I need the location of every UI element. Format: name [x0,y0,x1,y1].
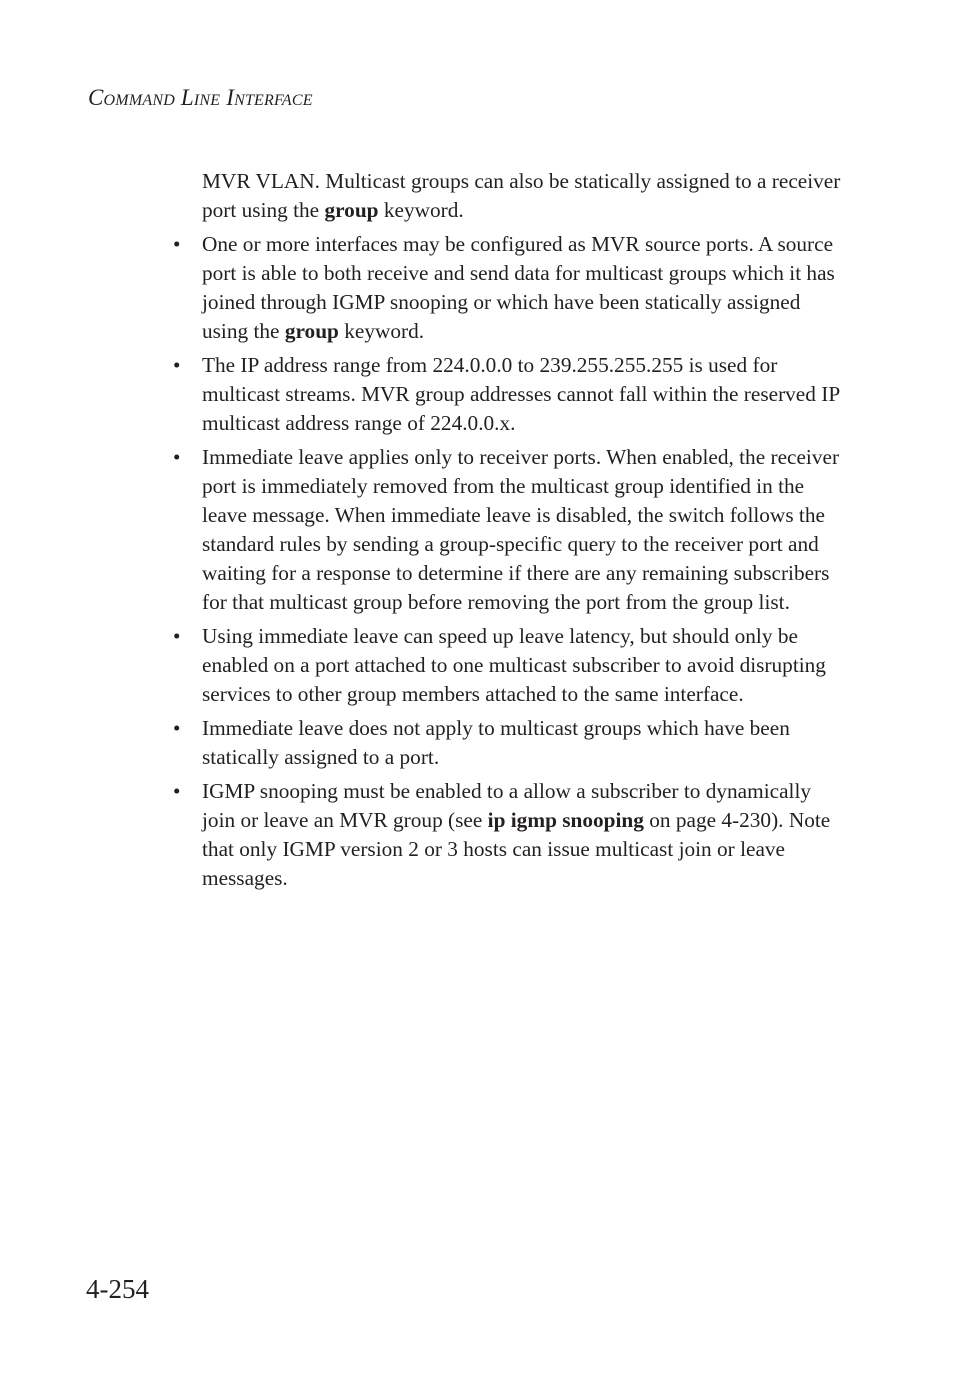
list-item [173,714,847,772]
bullet-icon: • [173,716,181,740]
main-content [173,167,847,898]
list-item [173,777,847,893]
item-text: Immediate leave applies only to receiver ports. When enabled, the receiver port is immediately removed from the multicast group identified in the leave message. When immediate leave is disabled, the switch follows the standard rules by sending a group-specific query to the receiver port and waiting for a response to determine if there are any remaining subscribers for that multicast group before removing the port from the group list. [202,445,840,614]
item-text: The IP address range from 224.0.0.0 to 239.255.255.255 is used for multicast streams. MVR group addresses cannot fall within the reserved IP multicast address range of 224.0.0.x. [202,353,840,435]
list-item [173,351,847,438]
list-item [173,443,847,617]
keyword-group: group [284,319,339,343]
continued-paragraph [202,167,847,225]
bullet-icon: • [173,445,181,469]
bullet-icon: • [173,779,181,803]
bullet-icon: • [173,232,181,256]
keyword-group: group [324,198,379,222]
paragraph-text: MVR VLAN. Multicast groups can also be statically assigned to a receiver port using the [202,169,841,222]
paragraph-text: keyword. [378,198,464,222]
running-header: Command Line Interface [88,85,313,110]
item-text: One or more interfaces may be configured as MVR source ports. A source port is able to both receive and send data for multicast groups which it has joined through IGMP snooping or which have been statically assigned using the [202,232,835,343]
command-reference: ip igmp snooping [487,808,644,832]
item-text: Immediate leave does not apply to multicast groups which have been statically assigned to a port. [202,716,790,769]
list-item [173,622,847,709]
bullet-icon: • [173,624,181,648]
item-text: IGMP snooping must be enabled to a allow a subscriber to dynamically join or leave an MVR group (see [202,779,812,832]
page-number: 4-254 [86,1274,149,1304]
bullet-list [173,230,847,893]
item-text: Using immediate leave can speed up leave latency, but should only be enabled on a port attached to one multicast subscriber to avoid disrupting services to other group members attached to the same interface. [202,624,826,706]
item-text: keyword. [338,319,425,343]
item-text: on page 4-230). Note that only IGMP version 2 or 3 hosts can issue multicast join or leave messages. [202,808,831,890]
bullet-icon: • [173,353,181,377]
list-item [173,230,847,346]
